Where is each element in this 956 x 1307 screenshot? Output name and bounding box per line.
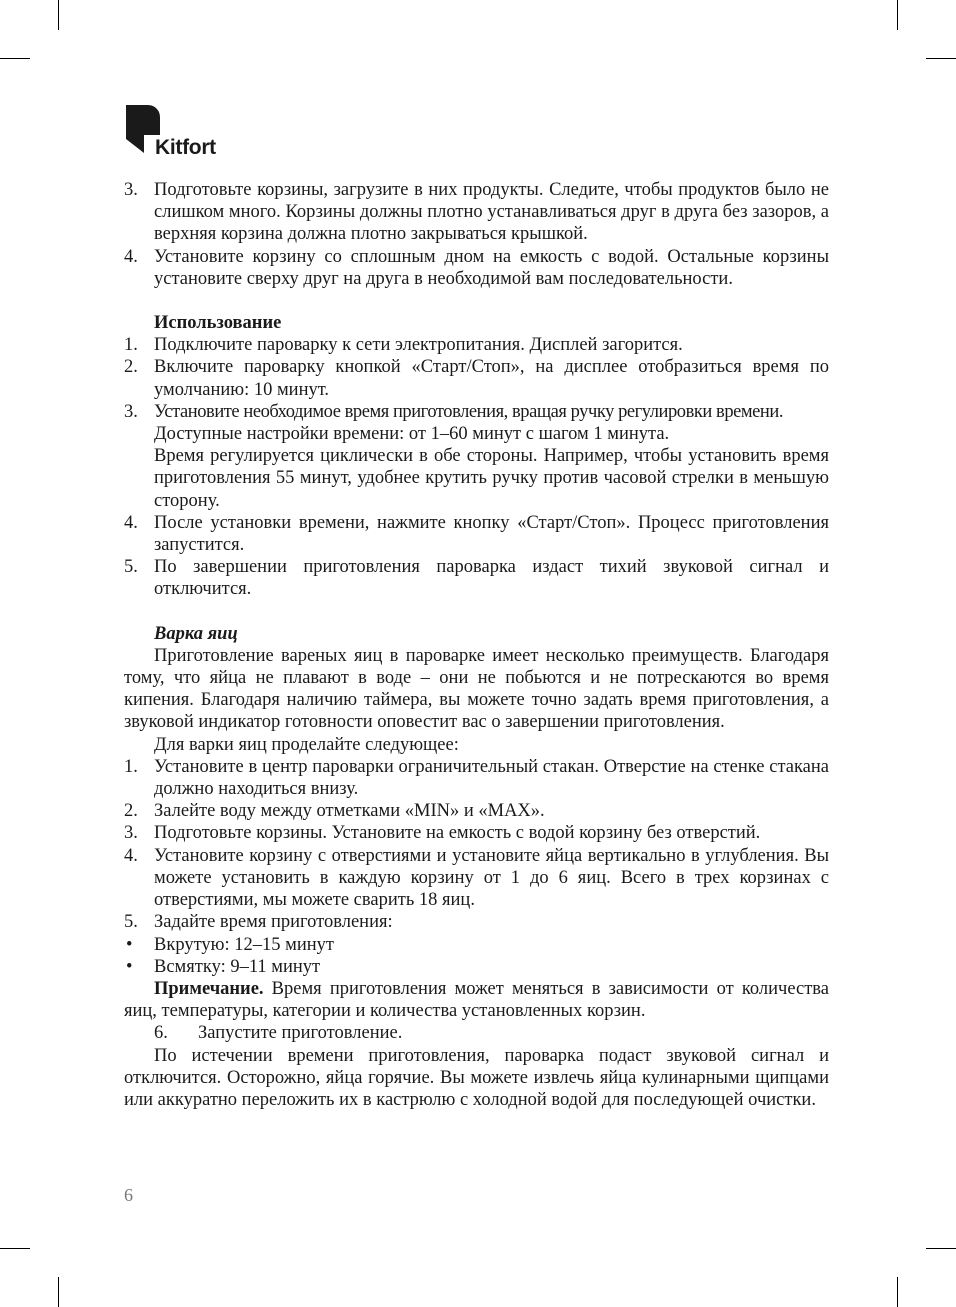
section-heading-usage: Использование [154,313,282,334]
list-text: Подключите пароварку к сети электропитания. Дисплей загорится. [154,335,683,356]
crop-mark [0,58,30,59]
step-6 [124,1022,829,1044]
crop-mark [897,1277,898,1307]
list-text: Установите корзину со сплошным дном на емкость с водой. Остальные корзины установите сверху друг на друга в необходимой вам последовательности. [154,246,829,289]
list-text: Залейте воду между отметками «MIN» и «MAX». [154,801,545,822]
list-text: Подготовьте корзины, загрузите в них продукты. Следите, чтобы продуктов было не слишком много. Корзины должны плотно устанавливаться друг в друга без зазоров, а верхняя корзина должна плотно закрываться крышкой. [154,180,829,245]
list-number: 5. [124,912,138,933]
list-item [124,756,829,800]
list-number: 3. [124,180,138,200]
note-paragraph [124,978,829,1022]
list-number: 3. [124,823,138,844]
bullet-text: Вкрутую: 12–15 минут [154,934,334,955]
list-item [124,556,829,600]
crop-mark [58,1277,59,1307]
list-text: Задайте время приготовления: [154,912,393,933]
page-number: 6 [124,1185,133,1205]
list-text: Установите корзину с отверстиями и установите яйца вертикально в углубления. Вы можете установить в каждую корзину от 1 до 6 яиц. Всего в трех корзинах с отверстиями, мы можете сварить 18 яиц. [154,845,829,911]
list-item [124,356,829,400]
list-item [124,911,829,933]
list-item [124,179,829,246]
list-number: 2. [124,801,138,822]
crop-mark [58,0,59,30]
list-item [124,246,829,290]
bullet-item [124,956,829,978]
note-label: Примечание. [154,978,264,999]
note-text: Время приготовления может меняться в зависимости от количества яиц, температуры, категории и количества установленных корзин. [124,978,829,1022]
list-text: Включите пароварку кнопкой «Старт/Стоп», на дисплее отобразиться время по умолчанию: 10 минут. [154,357,829,400]
brand-name: Kitfort [155,136,216,159]
list-number: 1. [124,335,138,356]
crop-mark [926,58,956,59]
paragraph-lead: Для варки яиц проделайте следующее: [154,734,459,755]
crop-mark [897,0,898,30]
list-text: Запустите приготовление. [198,1023,403,1044]
list-text: Установите необходимое время приготовления, вращая ручку регулировки времени. [154,401,783,422]
list-number: 4. [124,246,138,267]
list-text: Время регулируется циклически в обе стороны. Например, чтобы установить время приготовления 55 минут, удобнее крутить ручку против часовой стрелки в меньшую сторону. [154,446,829,511]
list-number: 5. [124,557,138,578]
list-text: По завершении приготовления пароварка издаст тихий звуковой сигнал и отключится. [154,557,829,600]
list-text: Установите в центр пароварки ограничительный стакан. Отверстие на стенке стакана должно находиться внизу. [154,756,829,800]
crop-mark [0,1248,30,1249]
list-text: После установки времени, нажмите кнопку «Старт/Стоп». Процесс приготовления запустится. [154,512,829,556]
list-item [124,512,829,556]
document-body [124,179,829,1111]
paragraph-intro: Приготовление вареных яиц в пароварке имеет несколько преимуществ. Благодаря тому, что яйца не плавают в воде – они не побьются и не потрескаются во время кипения. Благодаря наличию таймера, вы можете точно задать время приготовления, а звуковой индикатор готовности оповестит вас о завершении приготовления. [124,645,829,733]
list-number: 4. [124,845,138,866]
list-item [124,845,829,912]
section-heading-eggs: Варка яиц [154,623,238,644]
list-text: Доступные настройки времени: от 1–60 минут с шагом 1 минута. [154,424,670,445]
bullet-text: Всмятку: 9–11 минут [154,956,321,977]
list-number: 2. [124,357,138,378]
list-item [124,334,829,356]
list-number: 3. [124,401,138,422]
list-item [124,800,829,822]
brand-logo [126,105,236,165]
list-item [124,822,829,844]
bullet-item [124,934,829,956]
list-number: 1. [124,756,138,777]
list-number: 6. [154,1023,168,1044]
crop-mark [926,1248,956,1249]
list-text: Подготовьте корзины. Установите на емкость с водой корзину без отверстий. [154,823,761,844]
bullet-icon: • [126,956,133,977]
list-number: 4. [124,512,138,533]
paragraph-outro: По истечении времени приготовления, пароварка подаст звуковой сигнал и отключится. Осторожно, яйца горячие. Вы можете извлечь яйца кулинарными щипцами или аккуратно переложить их в кастрюлю с холодной водой для последующей очистки. [124,1045,829,1110]
bullet-icon: • [126,934,133,955]
list-item [124,401,829,512]
